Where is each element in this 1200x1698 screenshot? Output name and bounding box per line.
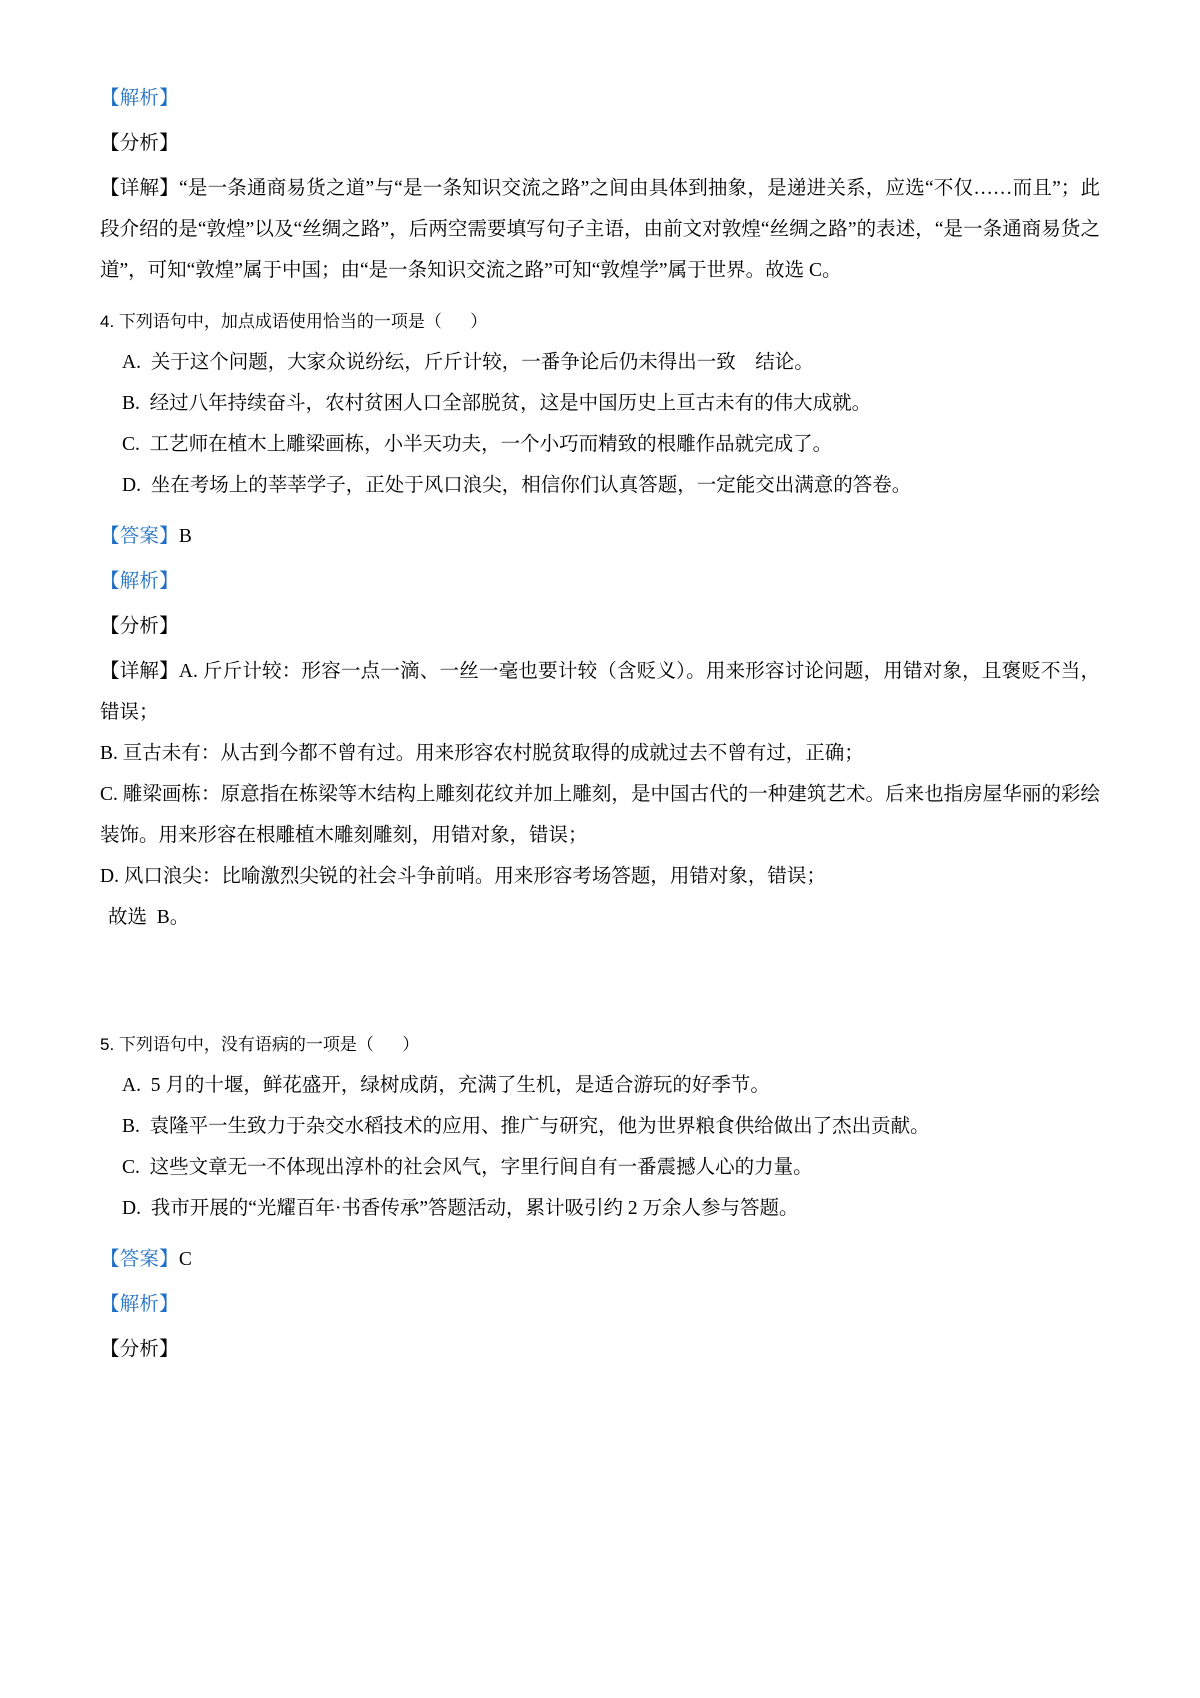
answer-row-5 bbox=[100, 1239, 1100, 1280]
question-5-choice-b[interactable]: B. 袁隆平一生致力于杂交水稻技术的应用、推广与研究，他为世界粮食供给做出了杰出贡献。 bbox=[122, 1116, 930, 1137]
fenxi-label-3: 【分析】 bbox=[100, 1339, 179, 1360]
detail-paragraph-1: 【详解】“是一条通商易货之道”与“是一条知识交流之路”之间由具体到抽象，是递进关系，应选“不仅……而且”；此段介绍的是“敦煌”以及“丝绸之路”，后两空需要填写句子主语，由前文对敦煌“丝绸之路”的表述，“是一条通商易货之道”，可知“敦煌”属于中国；由“是一条知识交流之路”可知“敦煌学”属于世界。故选 C。 bbox=[100, 178, 1100, 281]
question-5-choice-c[interactable]: C. 这些文章无一不体现出淳朴的社会风气，字里行间自有一番震撼人心的力量。 bbox=[122, 1157, 813, 1178]
analysis-label-3: 【解析】 bbox=[100, 1294, 179, 1315]
answer-label-5: 【答案】 bbox=[100, 1249, 179, 1270]
question-5-choice-a[interactable]: A. 5 月的十堰，鲜花盛开，绿树成荫，充满了生机，是适合游玩的好季节。 bbox=[122, 1075, 770, 1096]
detail-paragraph-4c: C. 雕梁画栋：原意指在栋梁等木结构上雕刻花纹并加上雕刻，是中国古代的一种建筑艺术。后来也指房屋华丽的彩绘装饰。用来形容在根雕植木雕刻雕刻，用错对象，错误； bbox=[100, 784, 1100, 846]
question-4-choice-c[interactable]: C. 工艺师在植木上雕梁画栋，小半天功夫，一个小巧而精致的根雕作品就完成了。 bbox=[122, 434, 833, 455]
question-4-choice-a[interactable]: A. 关于这个问题，大家众说纷纭，斤斤计较，一番争论后仍未得出一致 结论。 bbox=[122, 352, 814, 373]
question-4-choice-b[interactable]: B. 经过八年持续奋斗，农村贫困人口全部脱贫，这是中国历史上亘古未有的伟大成就。 bbox=[122, 393, 872, 414]
answer-row-4 bbox=[100, 516, 1100, 557]
analysis-label-1: 【解析】 bbox=[100, 88, 179, 109]
fenxi-label-1: 【分析】 bbox=[100, 133, 179, 154]
question-4-stem: 4. 下列语句中，加点成语使用恰当的一项是（ ） bbox=[100, 312, 488, 331]
detail-paragraph-4d: D. 风口浪尖：比喻激烈尖锐的社会斗争前哨。用来形容考场答题，用错对象，错误； bbox=[100, 866, 826, 887]
answer-value-4: B bbox=[178, 526, 193, 547]
question-5-stem: 5. 下列语句中，没有语病的一项是（ ） bbox=[100, 1035, 420, 1054]
answer-value-5: C bbox=[178, 1249, 193, 1270]
detail-paragraph-4a: 【详解】A. 斤斤计较：形容一点一滴、一丝一毫也要计较（含贬义）。用来形容讨论问题，用错对象，且褒贬不当，错误； bbox=[100, 661, 1100, 723]
detail-paragraph-4b: B. 亘古未有：从古到今都不曾有过。用来形容农村脱贫取得的成就过去不曾有过，正确； bbox=[100, 743, 864, 764]
answer-label-4: 【答案】 bbox=[100, 526, 179, 547]
fenxi-label-2: 【分析】 bbox=[100, 616, 179, 637]
question-5-choice-d[interactable]: D. 我市开展的“光耀百年·书香传承”答题活动，累计吸引约 2 万余人参与答题。 bbox=[122, 1198, 799, 1219]
analysis-label-2: 【解析】 bbox=[100, 571, 179, 592]
question-4-choice-d[interactable]: D. 坐在考场上的莘莘学子，正处于风口浪尖，相信你们认真答题，一定能交出满意的答卷。 bbox=[122, 475, 912, 496]
detail-conclusion-4: 故选 B。 bbox=[108, 907, 190, 928]
